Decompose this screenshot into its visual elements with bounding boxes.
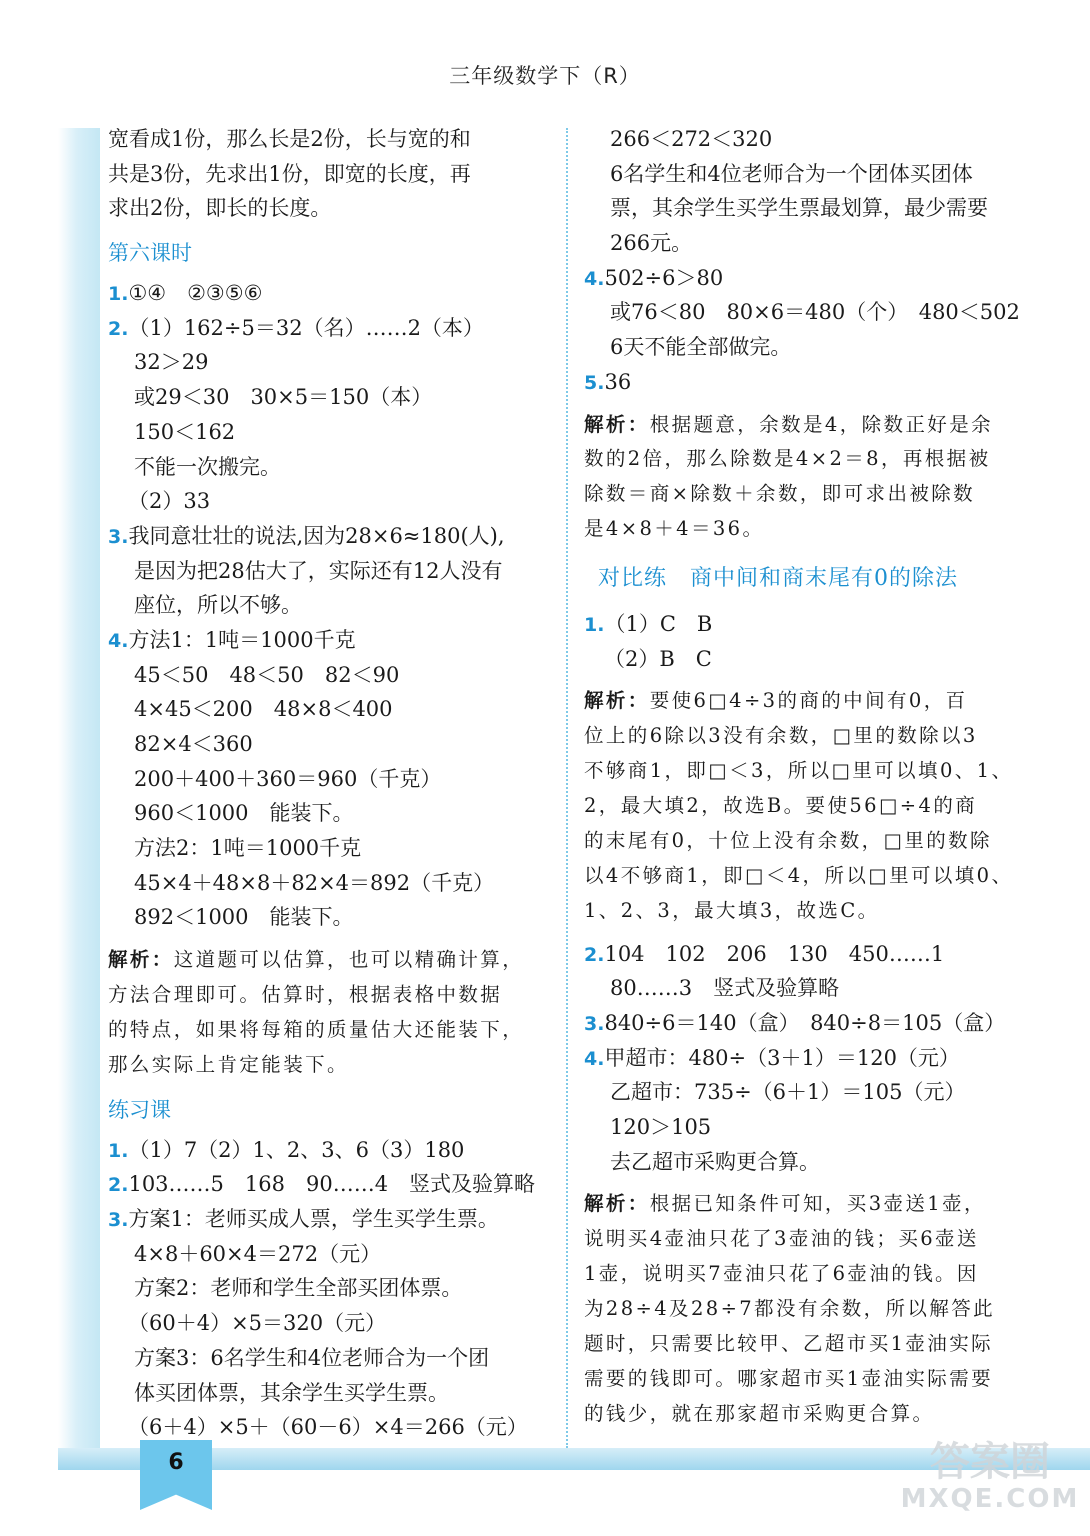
intro-line: 共是3份，先求出1份，即宽的长度，再 bbox=[108, 161, 471, 186]
analysis-line: 2，最大填2，故选B。要使56□÷4的商 bbox=[584, 794, 978, 818]
answer-text: （1）7（2）1、2、3、6（3）180 bbox=[128, 1137, 465, 1162]
answer-line: 960＜1000 能装下。 bbox=[134, 801, 354, 826]
question-number: 4. bbox=[584, 1047, 605, 1070]
contrast-answer-1 bbox=[584, 607, 1026, 642]
answer-line: （2）B C bbox=[604, 646, 712, 671]
answer-line: 乙超市：735÷（6＋1）＝105（元） bbox=[610, 1080, 966, 1105]
answer-line: 或76＜80 80×6＝480（个） 480＜502 bbox=[610, 300, 1020, 325]
answer-text: 36 bbox=[604, 369, 632, 394]
analysis-line: 的钱少，就在那家超市采购更合算。 bbox=[584, 1401, 935, 1425]
side-decoration-band bbox=[58, 128, 100, 1448]
watermark-url: MXQE.COM bbox=[900, 1484, 1080, 1514]
analysis-label: 解析： bbox=[108, 948, 174, 972]
analysis-text: 这道题可以估算，也可以精确计算， bbox=[173, 948, 525, 972]
answer-text: 甲超市：480÷（3＋1）＝120（元） bbox=[604, 1045, 960, 1070]
analysis-line: 需要的钱即可。哪家超市买1壶油实际需要 bbox=[584, 1366, 994, 1390]
answer-text: ①④ ②③⑤⑥ bbox=[128, 281, 263, 306]
answer-line: 体买团体票，其余学生买学生票。 bbox=[134, 1380, 449, 1405]
answer-line: 200＋400＋360＝960（千克） bbox=[134, 766, 442, 791]
answer-line: 座位，所以不够。 bbox=[134, 593, 302, 618]
answer-text: 104 102 206 130 450……1 bbox=[604, 941, 945, 966]
question-number: 2. bbox=[584, 943, 605, 966]
answer-line: 6天不能全部做完。 bbox=[610, 335, 792, 360]
answer-line: 266元。 bbox=[610, 231, 693, 256]
analysis-line: 是4×8＋4＝36。 bbox=[584, 517, 765, 541]
analysis-line: 说明买4壶油只花了3壶油的钱；买6壶送 bbox=[584, 1227, 979, 1251]
answer-3 bbox=[108, 519, 553, 554]
answer-5 bbox=[584, 365, 1026, 400]
section-title-practice: 练习课 bbox=[108, 1097, 171, 1122]
watermark-logo bbox=[900, 1440, 1080, 1530]
analysis-line: 数的2倍，那么除数是4×2＝8，再根据被 bbox=[584, 447, 991, 471]
answer-text: 方案1：老师买成人票，学生买学生票。 bbox=[128, 1207, 499, 1232]
answer-line: 82×4＜360 bbox=[134, 732, 253, 756]
answer-line: （6＋4）×5＋（60－6）×4＝266（元） bbox=[128, 1415, 528, 1440]
contrast-answer-3 bbox=[584, 1006, 1026, 1041]
analysis-line: 1、2、3，最大填3，故选C。 bbox=[584, 898, 880, 922]
answer-line: （60＋4）×5＝320（元） bbox=[128, 1311, 387, 1336]
section-title-lesson6: 第六课时 bbox=[108, 241, 192, 266]
left-column bbox=[108, 122, 553, 1445]
answer-text: 502÷6＞80 bbox=[604, 265, 724, 290]
answer-line: 或29＜30 30×5＝150（本） bbox=[134, 385, 433, 410]
answer-line: 266＜272＜320 bbox=[610, 127, 773, 151]
analysis-line: 除数＝商×除数＋余数，即可求出被除数 bbox=[584, 482, 976, 506]
analysis-line: 1壶，说明买7壶油只花了6壶油的钱。因 bbox=[584, 1262, 979, 1286]
question-number: 3. bbox=[108, 1209, 129, 1232]
answer-line: 45＜50 48＜50 82＜90 bbox=[134, 662, 400, 687]
answer-line: 45×4＋48×8＋82×4＝892（千克） bbox=[134, 870, 495, 895]
analysis-label: 解析： bbox=[584, 1192, 650, 1216]
answer-line: 不能一次搬完。 bbox=[134, 454, 281, 479]
answer-text: 840÷6＝140（盒） 840÷8＝105（盒） bbox=[604, 1011, 1006, 1036]
analysis-line: 题时，只需要比较甲、乙超市买1壶油实际 bbox=[584, 1332, 994, 1356]
answer-1 bbox=[108, 276, 553, 311]
question-number: 4. bbox=[584, 267, 605, 290]
question-number: 3. bbox=[584, 1013, 605, 1036]
question-number: 1. bbox=[584, 614, 605, 637]
section-title-contrast-practice: 对比练 商中间和商末尾有0的除法 bbox=[598, 566, 958, 592]
question-number: 1. bbox=[108, 1139, 129, 1162]
analysis-text: 根据已知条件可知，买3壶送1壶， bbox=[649, 1192, 986, 1216]
answer-line: 方法2：1吨＝1000千克 bbox=[134, 836, 362, 861]
analysis-line: 以4不够商1，即□＜4，所以□里可以填0、 bbox=[584, 863, 1014, 887]
analysis-line: 为28÷4及28÷7都没有余数，所以解答此 bbox=[584, 1297, 996, 1321]
answer-text: 103……5 168 90……4 竖式及验算略 bbox=[128, 1172, 536, 1197]
question-number: 2. bbox=[108, 317, 129, 340]
answer-line: 892＜1000 能装下。 bbox=[134, 905, 354, 930]
analysis-text: 要使6□4÷3的商的中间有0，百 bbox=[649, 689, 968, 713]
answer-line: （2）33 bbox=[128, 489, 211, 514]
analysis-paragraph bbox=[584, 684, 1026, 719]
analysis-line: 位上的6除以3没有余数，□里的数除以3 bbox=[584, 724, 978, 748]
analysis-line: 不够商1，即□＜3，所以□里可以填0、1、 bbox=[584, 759, 1014, 783]
analysis-line: 的末尾有0，十位上没有余数，□里的数除 bbox=[584, 829, 992, 852]
practice-answer-1 bbox=[108, 1133, 553, 1168]
practice-answer-3 bbox=[108, 1202, 553, 1237]
answer-line: 80……3 竖式及验算略 bbox=[610, 976, 840, 1001]
column-divider bbox=[566, 128, 568, 1448]
question-number: 1. bbox=[108, 283, 129, 306]
question-number: 2. bbox=[108, 1174, 129, 1197]
answer-line: 4×45＜200 48×8＜400 bbox=[134, 697, 393, 722]
intro-line: 宽看成1份，那么长是2份，长与宽的和 bbox=[108, 127, 471, 151]
contrast-answer-2 bbox=[584, 937, 1026, 972]
question-number: 3. bbox=[108, 525, 129, 548]
analysis-line: 那么实际上肯定能装下。 bbox=[108, 1052, 349, 1076]
answer-line: 方案2：老师和学生全部买团体票。 bbox=[134, 1276, 463, 1301]
answer-text: （1）C B bbox=[604, 612, 713, 637]
practice-answer-2 bbox=[108, 1167, 553, 1202]
answer-2 bbox=[108, 311, 553, 346]
answer-line: 票，其余学生买学生票最划算，最少需要 bbox=[610, 196, 988, 221]
analysis-paragraph bbox=[584, 408, 1026, 443]
analysis-label: 解析： bbox=[584, 412, 650, 436]
analysis-line: 方法合理即可。估算时，根据表格中数据 bbox=[108, 983, 503, 1007]
right-column bbox=[584, 122, 1026, 1432]
analysis-paragraph bbox=[584, 1187, 1026, 1222]
page-number: 6 bbox=[168, 1450, 184, 1475]
analysis-line: 的特点，如果将每箱的质量估大还能装下， bbox=[108, 1017, 525, 1041]
watermark-text: 答案圈 bbox=[930, 1439, 1050, 1485]
answer-line: 4×8＋60×4＝272（元） bbox=[134, 1241, 382, 1266]
answer-line: 32＞29 bbox=[134, 350, 209, 375]
answer-4 bbox=[584, 261, 1026, 296]
answer-line: 方案3：6名学生和4位老师合为一个团 bbox=[134, 1345, 490, 1370]
page-header-title: 三年级数学下（R） bbox=[449, 64, 641, 88]
answer-text: 方法1：1吨＝1000千克 bbox=[128, 627, 356, 652]
analysis-label: 解析： bbox=[584, 689, 650, 713]
answer-line: 120＞105 bbox=[610, 1115, 712, 1140]
answer-text: 我同意壮壮的说法,因为28×6≈180(人), bbox=[128, 523, 505, 548]
answer-line: 6名学生和4位老师合为一个团体买团体 bbox=[610, 161, 973, 186]
intro-line: 求出2份，即长的长度。 bbox=[108, 196, 332, 221]
question-number: 5. bbox=[584, 371, 605, 394]
analysis-paragraph bbox=[108, 943, 553, 978]
answer-line: 150＜162 bbox=[134, 419, 236, 444]
answer-4 bbox=[108, 623, 553, 658]
analysis-text: 根据题意，余数是4，除数正好是余 bbox=[649, 412, 994, 436]
answer-line: 是因为把28估大了，实际还有12人没有 bbox=[134, 558, 503, 583]
contrast-answer-4 bbox=[584, 1041, 1026, 1076]
answer-line: 去乙超市采购更合算。 bbox=[610, 1149, 820, 1174]
question-number: 4. bbox=[108, 629, 129, 652]
answer-text: （1）162÷5＝32（名）……2（本） bbox=[128, 315, 484, 340]
